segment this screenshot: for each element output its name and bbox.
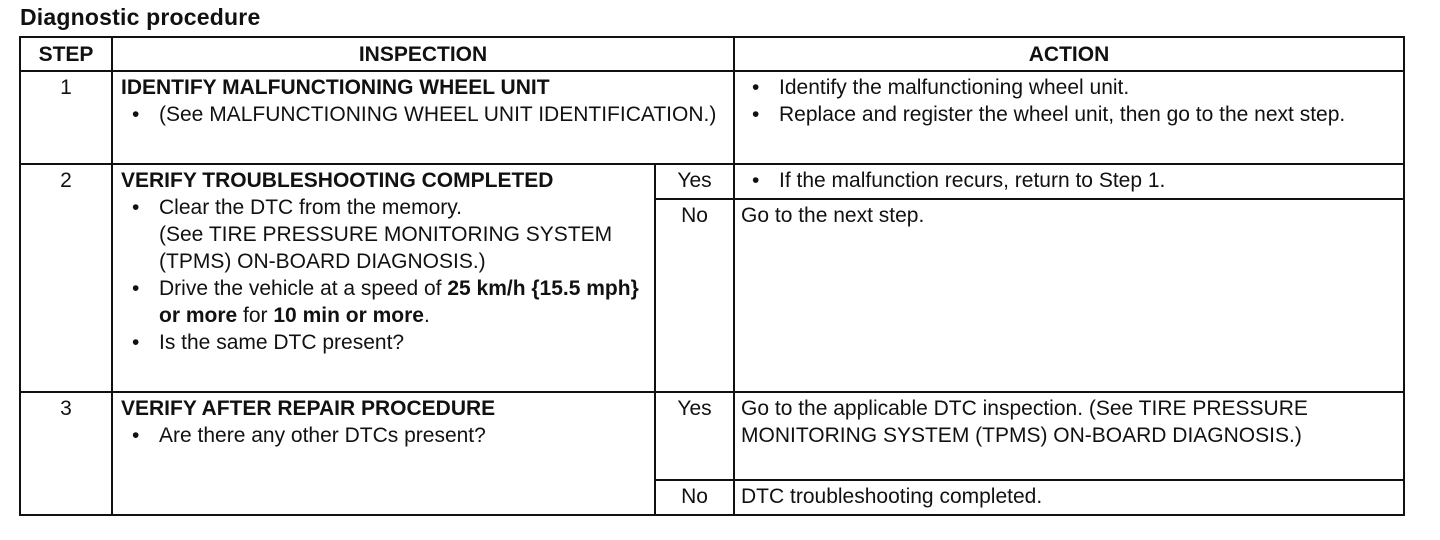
header-action: ACTION [734,37,1404,71]
step-number: 1 [20,71,112,164]
yes-label: Yes [655,392,734,480]
bullet-icon: • [132,331,140,354]
step-number: 2 [20,164,112,392]
bullet-icon: • [132,196,140,219]
action-bullets [741,167,1397,194]
no-action-cell: DTC troubleshooting completed. [734,480,1404,515]
list-item: • Drive the vehicle at a speed of 25 km/h {15.5 mph} or more for 10 min or more. [132,277,639,327]
table-row [20,164,1404,199]
bullet-icon: • [132,277,140,300]
bullet-icon: • [132,103,140,126]
header-inspection: INSPECTION [112,37,734,71]
action-cell [734,71,1404,164]
page-title: Diagnostic procedure [20,4,261,30]
list-item: • Identify the malfunctioning wheel unit. [752,76,1130,99]
list-item: • Are there any other DTCs present? [132,424,486,447]
action-bullets [741,74,1397,128]
inspection-heading: VERIFY AFTER REPAIR PROCEDURE [121,397,496,420]
list-item: • Replace and register the wheel unit, then go to the next step. [752,103,1346,126]
no-action-cell: Go to the next step. [734,199,1404,392]
inspection-heading: VERIFY TROUBLESHOOTING COMPLETED [121,169,554,192]
bullet-icon: • [752,103,760,126]
yes-label: Yes [655,164,734,199]
inspection-bullets [121,101,725,128]
table-row [20,392,1404,480]
no-label: No [655,199,734,392]
table-row [20,71,1404,164]
list-item: • Is the same DTC present? [132,331,405,354]
header-row [20,37,1404,71]
bullet-icon: • [752,169,760,192]
inspection-cell [112,392,655,515]
inspection-cell [112,164,655,392]
list-item: • Clear the DTC from the memory. (See TIRE PRESSURE MONITORING SYSTEM (TPMS) ON-BOARD DIAGNOSIS.) [132,196,613,273]
list-item: • (See MALFUNCTIONING WHEEL UNIT IDENTIFICATION.) [132,103,717,126]
diagnostic-table [19,36,1405,516]
header-step: STEP [20,37,112,71]
inspection-cell [112,71,734,164]
yes-action-cell: Go to the applicable DTC inspection. (See TIRE PRESSURE MONITORING SYSTEM (TPMS) ON-BOARD DIAGNOSIS.) [734,392,1404,480]
bullet-icon: • [132,424,140,447]
yes-action-cell [734,164,1404,199]
inspection-heading: IDENTIFY MALFUNCTIONING WHEEL UNIT [121,76,550,99]
list-item: • If the malfunction recurs, return to Step 1. [752,169,1166,192]
step-number: 3 [20,392,112,515]
inspection-bullets [121,422,646,449]
no-label: No [655,480,734,515]
inspection-bullets [121,194,646,356]
bullet-icon: • [752,76,760,99]
